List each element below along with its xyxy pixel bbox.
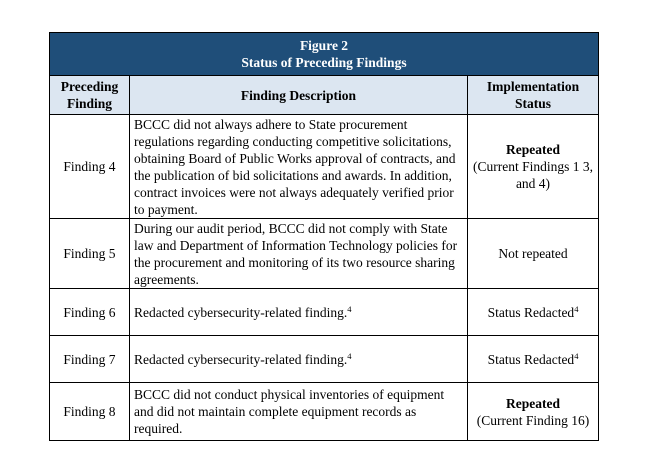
column-header-finding-line1: Preceding: [60, 79, 119, 94]
findings-table: [49, 32, 599, 441]
table-row: [50, 115, 599, 219]
figure-number: Figure 2: [299, 38, 349, 53]
description-cell: [130, 289, 468, 336]
status-main: Not repeated: [498, 246, 568, 261]
description-cell: BCCC did not always adhere to State procurement regulations regarding conducting competitive solicitations, obtaining Board of Public Works approval of contracts, and the publication of bid solicitations and awards. In addition, contract invoices were not always adequately verified prior to payment.: [130, 115, 468, 219]
finding-cell: Finding 5: [50, 219, 130, 289]
finding-cell: Finding 8: [50, 383, 130, 441]
column-header-status-line2: Status: [515, 96, 552, 111]
status-detail: (Current Findings 1 3, and 4): [473, 159, 593, 191]
status-cell: [468, 219, 599, 289]
column-header-description: Finding Description: [130, 76, 468, 115]
status-main: Repeated: [506, 395, 560, 411]
footnote-marker: 4: [347, 350, 352, 361]
status-main: Status Redacted: [487, 351, 575, 367]
status-main: Status Redacted: [487, 304, 575, 320]
status-cell: [468, 383, 599, 441]
table-row: [50, 219, 599, 289]
status-cell: [468, 115, 599, 219]
description-cell: [130, 336, 468, 383]
finding-cell: Finding 4: [50, 115, 130, 219]
status-detail: (Current Finding 16): [476, 412, 590, 428]
table-row: [50, 289, 599, 336]
figure-title: Status of Preceding Findings: [241, 55, 407, 70]
figure-header-row: [50, 33, 599, 76]
column-header-row: [50, 76, 599, 115]
footnote-marker: 4: [574, 350, 579, 361]
column-header-finding: [50, 76, 130, 115]
footnote-marker: 4: [347, 303, 352, 314]
status-main: Repeated: [506, 142, 560, 157]
column-header-status: [468, 76, 599, 115]
finding-cell: Finding 7: [50, 336, 130, 383]
figure-header: [50, 33, 599, 76]
description-cell: During our audit period, BCCC did not comply with State law and Department of Information Technology policies for the procurement and monitoring of its two resource sharing agreements.: [130, 219, 468, 289]
column-header-status-line1: Implementation: [486, 79, 580, 94]
status-cell: [468, 336, 599, 383]
description-text: Redacted cybersecurity-related finding.: [134, 351, 348, 367]
description-cell: BCCC did not conduct physical inventories of equipment and did not maintain complete equipment records as required.: [130, 383, 468, 441]
footnote-marker: 4: [574, 303, 579, 314]
column-header-finding-line2: Finding: [66, 96, 113, 111]
finding-cell: Finding 6: [50, 289, 130, 336]
description-text: Redacted cybersecurity-related finding.: [134, 304, 348, 320]
table-row: [50, 383, 599, 441]
table-row: [50, 336, 599, 383]
status-cell: [468, 289, 599, 336]
